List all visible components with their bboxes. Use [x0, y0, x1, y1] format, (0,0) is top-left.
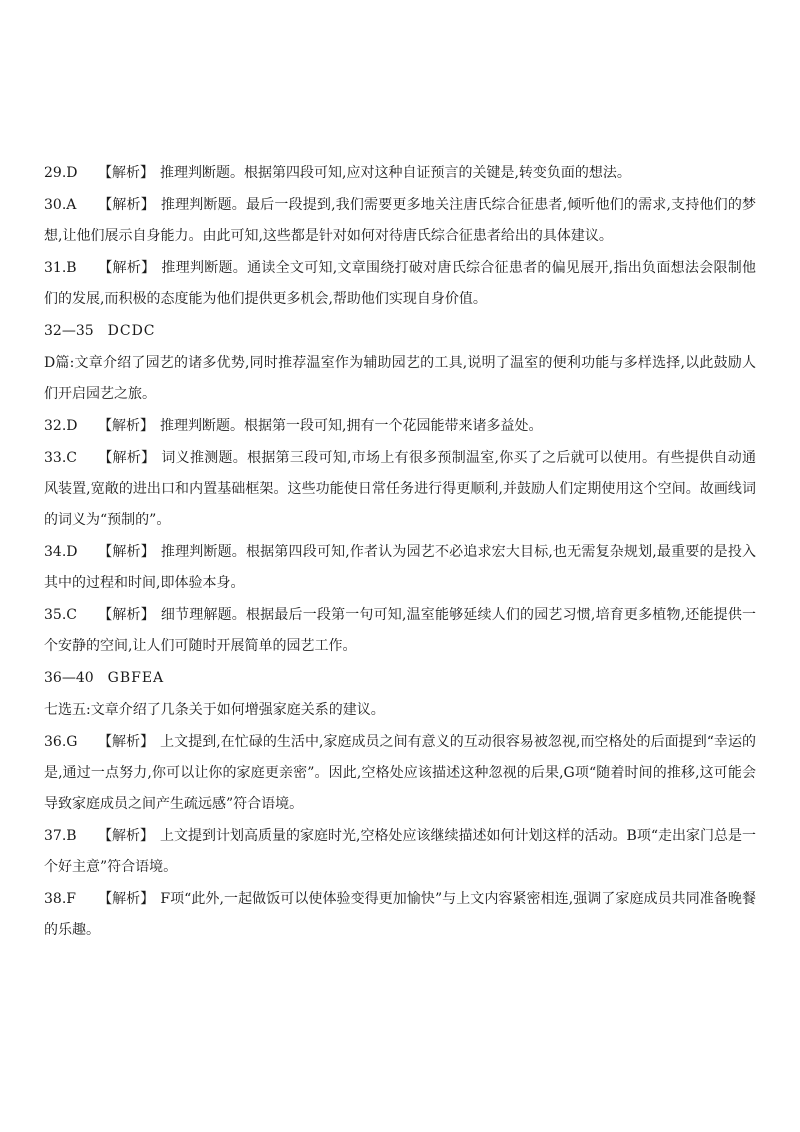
explanation-text: 词义推测题。根据第三段可知,市场上有很多预制温室,你买了之后就可以使用。有些提供自动通风装置,宽敞的进出口和内置基础框架。这些功能使日常任务进行得更顺利,并鼓励人们定期使用这个空间。故画线词的词义为“预制的”。 — [44, 450, 757, 528]
analysis-tag: 【解析】 — [98, 828, 155, 844]
summary-text: D篇:文章介绍了园艺的诸多优势,同时推荐温室作为辅助园艺的工具,说明了温室的便利功能与多样选择,以此鼓励人们开启园艺之旅。 — [44, 355, 756, 402]
analysis-tag: 【解析】 — [98, 891, 155, 907]
question-number: 34.D — [44, 544, 78, 560]
question-number: 33.C — [44, 450, 77, 466]
question-number: 36.G — [44, 734, 78, 750]
answer-range: 36—40 — [44, 670, 94, 686]
explanation-34 — [44, 537, 756, 599]
analysis-tag: 【解析】 — [98, 544, 155, 560]
answer-keys: DCDC — [107, 323, 156, 339]
question-number: 29.D — [44, 165, 78, 181]
question-number: 38.F — [44, 891, 76, 907]
document-body — [44, 158, 756, 947]
seven-choose-five-summary — [44, 695, 756, 726]
answer-key-36-40 — [44, 663, 756, 694]
explanation-37 — [44, 821, 756, 883]
explanation-32 — [44, 411, 756, 442]
explanation-33 — [44, 443, 756, 536]
explanation-text: 推理判断题。根据第四段可知,应对这种自证预言的关键是,转变负面的想法。 — [160, 165, 631, 181]
explanation-38 — [44, 884, 756, 946]
analysis-tag: 【解析】 — [98, 607, 155, 623]
explanation-text: 推理判断题。最后一段提到,我们需要更多地关注唐氏综合征患者,倾听他们的需求,支持他们的梦想,让他们展示自身能力。由此可知,这些都是针对如何对待唐氏综合征患者给出的具体建议。 — [44, 197, 756, 244]
explanation-35 — [44, 600, 756, 662]
explanation-36 — [44, 727, 756, 820]
question-number: 32.D — [44, 418, 78, 434]
analysis-tag: 【解析】 — [98, 260, 156, 276]
explanation-31 — [44, 253, 756, 315]
explanation-text: 上文提到计划高质量的家庭时光,空格处应该继续描述如何计划这样的活动。B项“走出家门总是一个好主意”符合语境。 — [44, 828, 756, 875]
explanation-text: F项“此外,一起做饭可以使体验变得更加愉快”与上文内容紧密相连,强调了家庭成员共同准备晚餐的乐趣。 — [44, 891, 756, 938]
answer-keys: GBFEA — [107, 670, 165, 686]
explanation-29 — [44, 158, 756, 189]
question-number: 35.C — [44, 607, 77, 623]
answer-key-32-35 — [44, 316, 756, 347]
passage-d-summary — [44, 348, 756, 410]
question-number: 30.A — [44, 197, 77, 213]
explanation-30 — [44, 190, 756, 252]
question-number: 37.B — [44, 828, 77, 844]
question-number: 31.B — [44, 260, 77, 276]
analysis-tag: 【解析】 — [98, 418, 154, 434]
explanation-text: 推理判断题。根据第一段可知,拥有一个花园能带来诸多益处。 — [160, 418, 543, 434]
explanation-text: 推理判断题。根据第四段可知,作者认为园艺不必追求宏大目标,也无需复杂规划,最重要的是投入其中的过程和时间,即体验本身。 — [44, 544, 756, 591]
analysis-tag: 【解析】 — [98, 734, 155, 750]
answer-range: 32—35 — [44, 323, 94, 339]
explanation-text: 细节理解题。根据最后一段第一句可知,温室能够延续人们的园艺习惯,培育更多植物,还能提供一个安静的空间,让人们可随时开展简单的园艺工作。 — [44, 607, 756, 654]
analysis-tag: 【解析】 — [98, 450, 156, 466]
explanation-text: 上文提到,在忙碌的生活中,家庭成员之间有意义的互动很容易被忽视,而空格处的后面提到“幸运的是,通过一点努力,你可以让你的家庭更亲密”。因此,空格处应该描述这种忽视的后果,G项“随着时间的推移,这可能会导致家庭成员之间产生疏远感”符合语境。 — [44, 734, 756, 812]
explanation-text: 推理判断题。通读全文可知,文章围绕打破对唐氏综合征患者的偏见展开,指出负面想法会限制他们的发展,而积极的态度能为他们提供更多机会,帮助他们实现自身价值。 — [44, 260, 757, 307]
analysis-tag: 【解析】 — [98, 165, 154, 181]
summary-text: 七选五:文章介绍了几条关于如何增强家庭关系的建议。 — [44, 702, 385, 718]
analysis-tag: 【解析】 — [98, 197, 155, 213]
